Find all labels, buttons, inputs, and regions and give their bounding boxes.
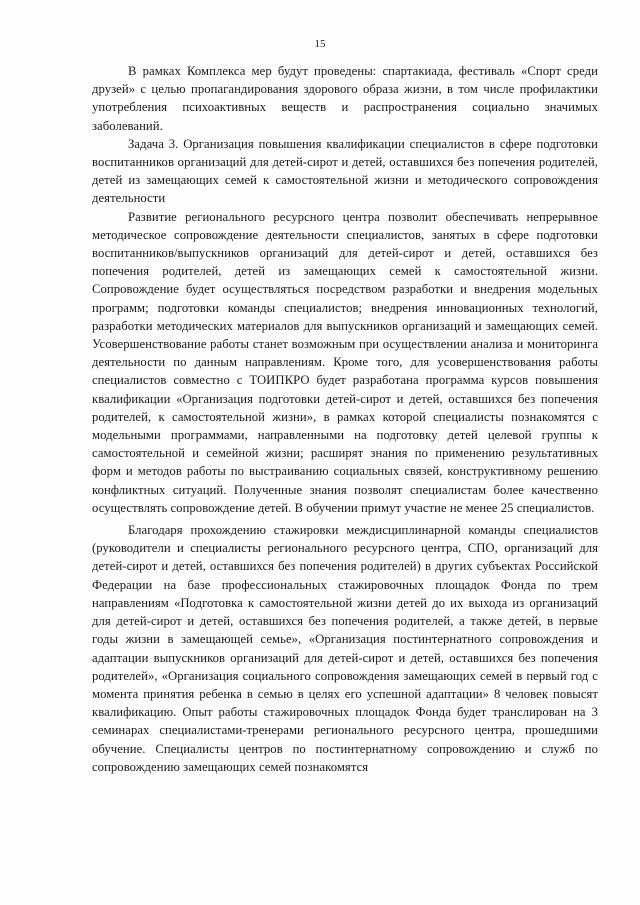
document-body bbox=[92, 62, 598, 776]
paragraph-resource-center: Развитие регионального ресурсного центра позволит обеспечивать непрерывное методическое сопровождение деятельности специалистов, занятых в сфере подготовки воспитанников/выпускников организаций для детей-сирот и детей, оставшихся без попечения родителей, детей из замещающих семей к самостоятельной жизни. Сопровождение будет осуществляться посредством разработки и внедрения модельных программ; подготовки команды специалистов; внедрения инновационных технологий, разработки методических материалов для выпускников организаций и замещающих семей. Усовершенствование работы станет возможным при осуществлении анализа и мониторинга деятельности по данным направлениям. Кроме того, для усовершенствования работы специалистов совместно с ТОИПКРО будет разработана программа курсов повышения квалификации «Организация подготовки детей-сирот и детей, оставшихся без попечения родителей, к самостоятельной жизни», в рамках которой специалисты познакомятся с модельными программами, направленными на подготовку детей целевой группы к самостоятельной и семейной жизни; расширят знания по применению результативных форм и методов работы по выстраиванию социальных связей, конструктивному решению конфликтных ситуаций. Полученные знания позволят специалистам более качественно осуществлять сопровождение детей. В обучении примут участие не менее 25 специалистов. bbox=[92, 209, 598, 515]
paragraph-activities: В рамках Комплекса мер будут проведены: спартакиада, фестиваль «Спорт среди друзей» с целью пропагандирования здорового образа жизни, в том числе профилактики употребления психоактивных веществ и распространения социально значимых заболеваний. bbox=[92, 64, 598, 133]
paragraph-internship: Благодаря прохождению стажировки междисциплинарной команды специалистов (руководители и специалисты регионального ресурсного центра, СПО, организаций для детей-сирот и детей, оставшихся без попечения родителей) в других субъектах Российской Федерации на базе профессиональных стажировочных площадок Фонда по трем направлениям «Подготовка к самостоятельной жизни детей до их выхода из организаций для детей-сирот и детей, оставшихся без попечения родителей, а также детей, в первые годы жизни в замещающей семье», «Организация постинтернатного сопровождения и адаптации выпускников организаций для детей-сирот и детей, оставшихся без попечения родителей», «Организация социального сопровождения замещающих семей в первый год с момента принятия ребенка в семью в целях его успешной адаптации» 8 человек повысят квалификацию. Опыт работы стажировочных площадок Фонда будет транслирован на 3 семинарах специалистами-тренерами регионального ресурсного центра, прошедшими обучение. Специалисты центров по постинтернатному сопровождению и служб по сопровождению замещающих семей познакомятся bbox=[92, 523, 598, 774]
paragraph-task-3: Задача 3. Организация повышения квалификации специалистов в сфере подготовки воспитанников организаций для детей-сирот и детей, оставшихся без попечения родителей, детей из замещающих семей к самостоятельной жизни и методического сопровождения деятельности bbox=[92, 136, 598, 206]
page-number: 15 bbox=[314, 38, 326, 50]
